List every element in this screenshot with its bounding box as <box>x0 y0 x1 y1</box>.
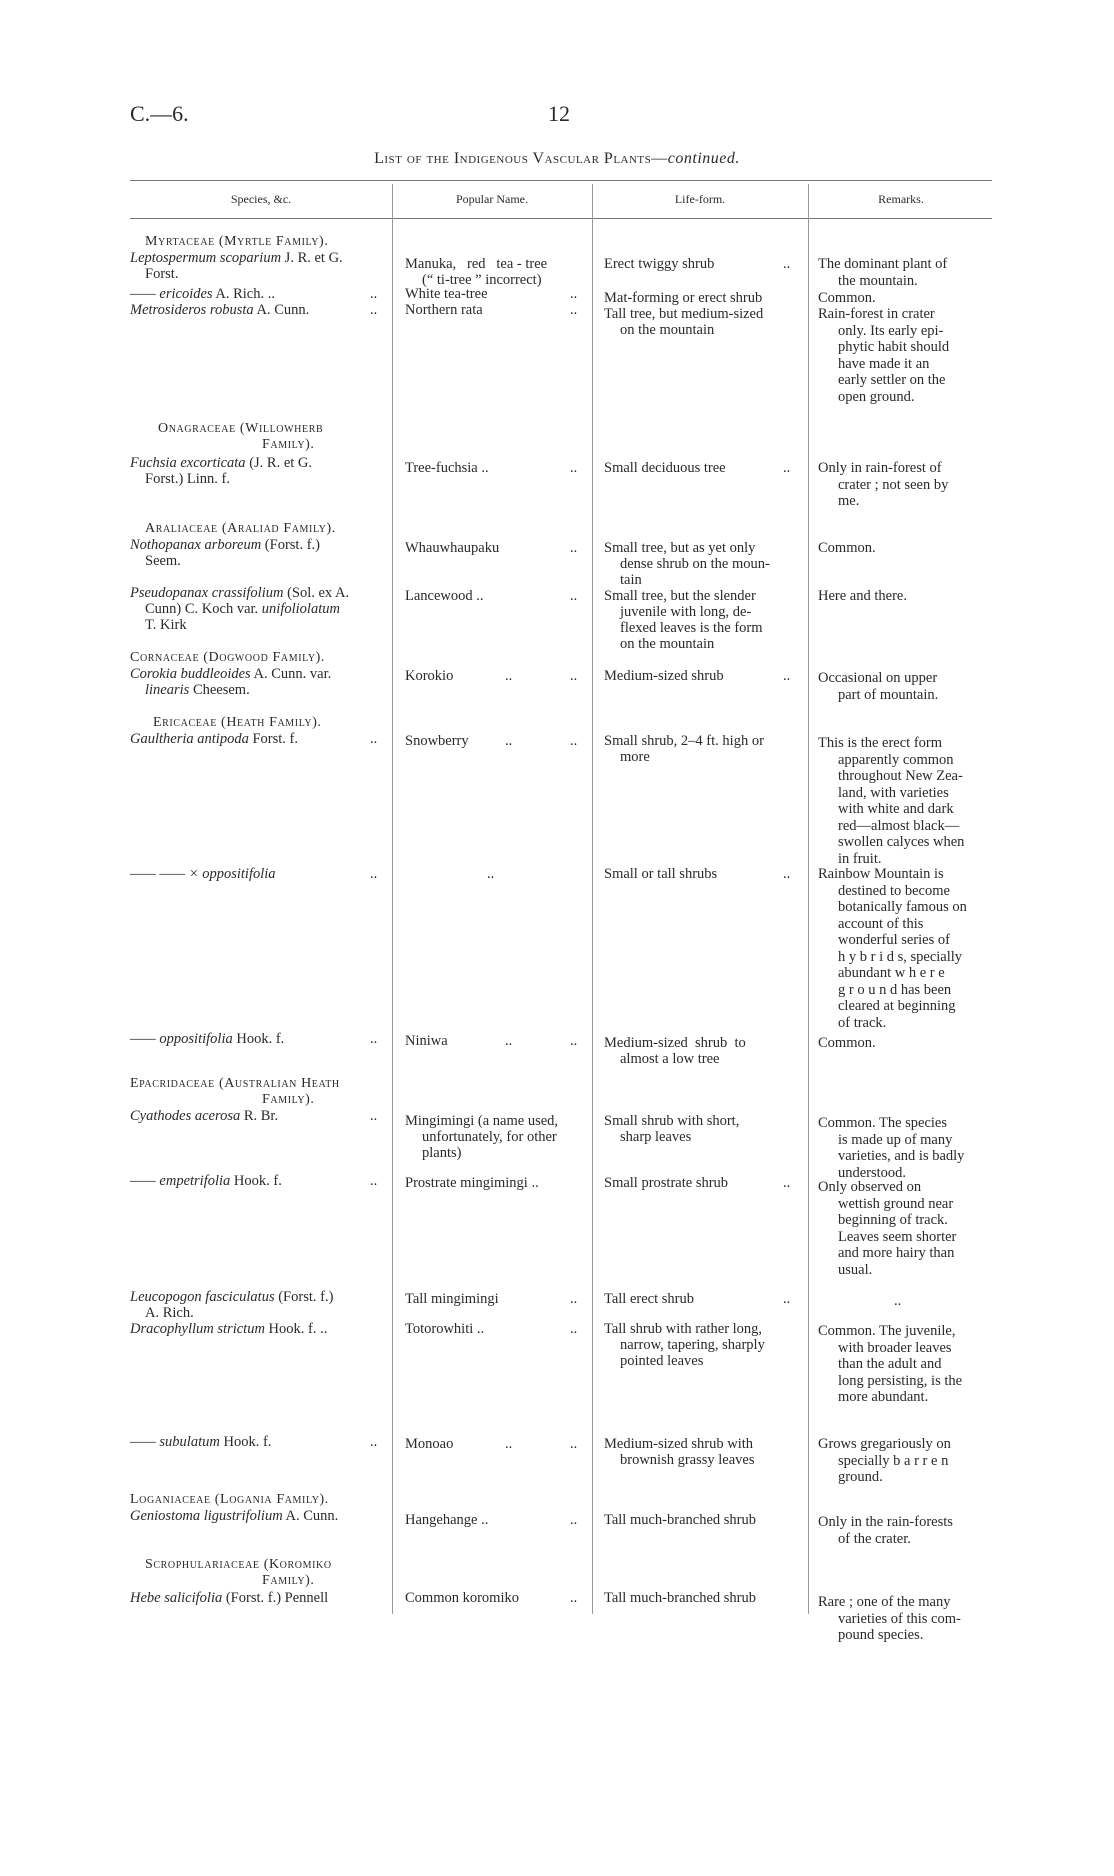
species-fuchsia-excorticata: Fuchsia excorticata (J. R. et G. <box>130 455 313 471</box>
life-form: Tall tree, but medium-sized <box>604 306 764 322</box>
species-authority: Cunn) C. Koch var. unifoliolatum <box>145 601 340 617</box>
species-gaultheria-hybrid: —— —— × oppositifolia <box>130 866 276 882</box>
popular-name: .. <box>487 866 495 882</box>
popular-name: Tree-fuchsia .. <box>405 460 489 476</box>
remarks: Only observed on wettish ground near beginning of track. Leaves seem shorter and more hairy than usual. <box>818 1179 957 1278</box>
family-heading-onagraceae: Onagraceae (Willowherb <box>158 421 324 436</box>
life-form: Small tree, but as yet only <box>604 540 756 556</box>
species-authority: Forst.) Linn. f. <box>145 471 230 487</box>
species-gaultheria-oppositifolia: —— oppositifolia Hook. f. <box>130 1031 285 1047</box>
species-authority: linearis Cheesem. <box>145 682 250 698</box>
remarks: .. <box>894 1293 902 1309</box>
life-form: sharp leaves <box>620 1129 692 1145</box>
popular-name: Korokio <box>405 668 454 684</box>
life-form: Small shrub, 2–4 ft. high or <box>604 733 764 749</box>
remarks: Rainbow Mountain is destined to become botanically famous on account of this wonderful series of h y b r i d s, specially abundant w h e r e g r o u n d has been cleared at beginning of track. <box>818 866 967 1031</box>
species-nothopanax-arboreum: Nothopanax arboreum (Forst. f.) <box>130 537 320 553</box>
page-number: 12 <box>548 101 570 126</box>
life-form: Medium-sized shrub to <box>604 1035 746 1051</box>
family-heading-scrophulariaceae-cont: Family). <box>262 1573 315 1588</box>
remarks: The dominant plant of the mountain. <box>818 256 948 289</box>
popular-name: Lancewood .. <box>405 588 484 604</box>
title-continued: continued. <box>667 150 740 167</box>
leader-dots: .. <box>370 302 378 318</box>
species-authority: Forst. <box>145 266 179 282</box>
life-form: Small shrub with short, <box>604 1113 740 1129</box>
leader-dots: .. <box>570 302 578 318</box>
table-top-rule <box>130 180 992 181</box>
leader-dots: .. <box>370 1108 378 1124</box>
leader-dots: .. <box>370 731 378 747</box>
life-form: Erect twiggy shrub <box>604 256 715 272</box>
remarks: This is the erect form apparently common throughout New Zea- land, with varieties with white and dark red—almost black— swollen calyces when in fruit. <box>818 735 965 867</box>
family-heading-araliaceae: Araliaceae (Araliad Family). <box>145 521 336 536</box>
leader-dots: .. <box>570 1321 578 1337</box>
remarks: Only in rain-forest of crater ; not seen by me. <box>818 460 949 509</box>
column-header-species: Species, &c. <box>230 192 292 206</box>
popular-name: Snowberry <box>405 733 469 749</box>
life-form: more <box>620 749 650 765</box>
leader-dots: .. <box>370 1031 378 1047</box>
popular-name: Mingimingi (a name used, <box>405 1113 559 1129</box>
table-header-rule <box>130 218 992 219</box>
life-form: Mat-forming or erect shrub <box>604 290 763 306</box>
column-divider-1 <box>392 184 393 1614</box>
leader-dots: .. <box>505 1033 513 1049</box>
species-gaultheria-antipoda: Gaultheria antipoda Forst. f. <box>130 731 298 747</box>
leader-dots: .. <box>370 1434 378 1450</box>
remarks: Occasional on upper part of mountain. <box>818 670 939 703</box>
species-leucopogon-fasciculatus: Leucopogon fasciculatus (Forst. f.) <box>130 1289 334 1305</box>
leader-dots: .. <box>570 1590 578 1606</box>
page-title <box>0 150 1114 168</box>
family-heading-scrophulariaceae: Scrophulariaceae (Koromiko <box>145 1557 332 1572</box>
popular-name: White tea-tree <box>405 286 488 302</box>
leader-dots: .. <box>570 1291 578 1307</box>
life-form: Small prostrate shrub <box>604 1175 729 1191</box>
species-dracophyllum-strictum: Dracophyllum strictum Hook. f. .. <box>130 1321 328 1337</box>
popular-name: plants) <box>422 1145 462 1161</box>
remarks: Grows gregariously on specially b a r r e n ground. <box>818 1436 951 1485</box>
species-cyathodes-acerosa: Cyathodes acerosa R. Br. <box>130 1108 279 1124</box>
popular-name: Prostrate mingimingi .. <box>405 1175 539 1191</box>
leader-dots: .. <box>570 733 578 749</box>
popular-name: Totorowhiti .. <box>405 1321 485 1337</box>
column-header-life-form: Life-form. <box>674 192 726 206</box>
leader-dots: .. <box>570 1436 578 1452</box>
life-form: dense shrub on the moun- <box>620 556 770 572</box>
title-main: List of the Indigenous Vascular Plants— <box>374 150 668 167</box>
leader-dots: .. <box>570 1033 578 1049</box>
life-form: Small tree, but the slender <box>604 588 756 604</box>
remarks: Common. The juvenile, with broader leaves than the adult and long persisting, is the more abundant. <box>818 1323 963 1405</box>
species-leptospermum-ericoides: —— ericoides A. Rich. .. <box>130 286 275 302</box>
life-form: Tall much-branched shrub <box>604 1512 756 1528</box>
popular-name: Monoao <box>405 1436 454 1452</box>
family-heading-loganiaceae: Loganiaceae (Logania Family). <box>130 1492 329 1507</box>
remarks: Rain-forest in crater only. Its early epi- phytic habit should have made it an early settler on the open ground. <box>818 306 950 405</box>
leader-dots: .. <box>783 866 791 882</box>
species-authority: T. Kirk <box>145 617 187 633</box>
leader-dots: .. <box>783 460 791 476</box>
column-divider-3 <box>808 184 809 1614</box>
life-form: brownish grassy leaves <box>620 1452 755 1468</box>
life-form: Small deciduous tree <box>604 460 726 476</box>
life-form: Small or tall shrubs <box>604 866 718 882</box>
leader-dots: .. <box>570 540 578 556</box>
remarks: Common. <box>818 540 876 556</box>
leader-dots: .. <box>570 668 578 684</box>
species-metrosideros-robusta: Metrosideros robusta A. Cunn. <box>130 302 310 318</box>
life-form: Medium-sized shrub with <box>604 1436 754 1452</box>
remarks: Common. <box>818 1035 876 1051</box>
leader-dots: .. <box>783 256 791 272</box>
species-pseudopanax-crassifolium: Pseudopanax crassifolium (Sol. ex A. <box>130 585 350 601</box>
family-heading-ericaceae: Ericaceae (Heath Family). <box>153 715 322 730</box>
species-hebe-salicifolia: Hebe salicifolia (Forst. f.) Pennell <box>130 1590 329 1606</box>
popular-name: Niniwa <box>405 1033 448 1049</box>
popular-name: Whauwhaupaku <box>405 540 500 556</box>
popular-name: Common koromiko <box>405 1590 519 1606</box>
popular-name: Northern rata <box>405 302 483 318</box>
leader-dots: .. <box>570 588 578 604</box>
species-authority: A. Rich. <box>145 1305 194 1321</box>
leader-dots: .. <box>505 733 513 749</box>
remarks: Common. The species is made up of many varieties, and is badly understood. <box>818 1115 965 1181</box>
life-form: flexed leaves is the form <box>620 620 763 636</box>
life-form: narrow, tapering, sharply <box>620 1337 765 1353</box>
leader-dots: .. <box>783 1291 791 1307</box>
species-cyathodes-empetrifolia: —— empetrifolia Hook. f. <box>130 1173 282 1189</box>
popular-name: Hangehange .. <box>405 1512 489 1528</box>
species-dracophyllum-subulatum: —— subulatum Hook. f. <box>130 1434 272 1450</box>
life-form: tain <box>620 572 642 588</box>
family-heading-epacridaceae-cont: Family). <box>262 1092 315 1107</box>
family-heading-onagraceae-cont: Family). <box>262 437 315 452</box>
leader-dots: .. <box>570 460 578 476</box>
remarks: Here and there. <box>818 588 907 604</box>
life-form: Medium-sized shrub <box>604 668 724 684</box>
remarks: Common. <box>818 290 876 306</box>
species-geniostoma-ligustrifolium: Geniostoma ligustrifolium A. Cunn. <box>130 1508 339 1524</box>
family-heading-epacridaceae: Epacridaceae (Australian Heath <box>130 1076 340 1091</box>
species-corokia-buddleoides: Corokia buddleoides A. Cunn. var. <box>130 666 332 682</box>
life-form: Tall much-branched shrub <box>604 1590 756 1606</box>
column-divider-2 <box>592 184 593 1614</box>
life-form: Tall shrub with rather long, <box>604 1321 763 1337</box>
leader-dots: .. <box>370 286 378 302</box>
life-form: pointed leaves <box>620 1353 704 1369</box>
document-code: C.—6. <box>130 101 189 126</box>
life-form: Tall erect shrub <box>604 1291 694 1307</box>
life-form: juvenile with long, de- <box>620 604 752 620</box>
leader-dots: .. <box>570 1512 578 1528</box>
leader-dots: .. <box>570 286 578 302</box>
column-header-popular-name: Popular Name. <box>456 192 528 206</box>
life-form: on the mountain <box>620 636 715 652</box>
family-heading-cornaceae: Cornaceae (Dogwood Family). <box>130 650 326 665</box>
popular-name: Tall mingimingi <box>405 1291 499 1307</box>
popular-name: unfortunately, for other <box>422 1129 557 1145</box>
remarks: Rare ; one of the many varieties of this com- pound species. <box>818 1594 961 1643</box>
leader-dots: .. <box>505 668 513 684</box>
popular-name: (“ ti-tree ” incorrect) <box>422 272 542 288</box>
leader-dots: .. <box>370 866 378 882</box>
leader-dots: .. <box>505 1436 513 1452</box>
column-header-remarks: Remarks. <box>878 192 924 206</box>
popular-name: Manuka, red tea - tree <box>405 256 548 272</box>
leader-dots: .. <box>783 668 791 684</box>
leader-dots: .. <box>370 1173 378 1189</box>
family-heading-myrtaceae: Myrtaceae (Myrtle Family). <box>145 234 329 249</box>
species-authority: Seem. <box>145 553 181 569</box>
species-leptospermum-scoparium: Leptospermum scoparium J. R. et G. <box>130 250 343 266</box>
leader-dots: .. <box>783 1175 791 1191</box>
life-form: almost a low tree <box>620 1051 720 1067</box>
life-form: on the mountain <box>620 322 715 338</box>
remarks: Only in the rain-forests of the crater. <box>818 1514 953 1547</box>
